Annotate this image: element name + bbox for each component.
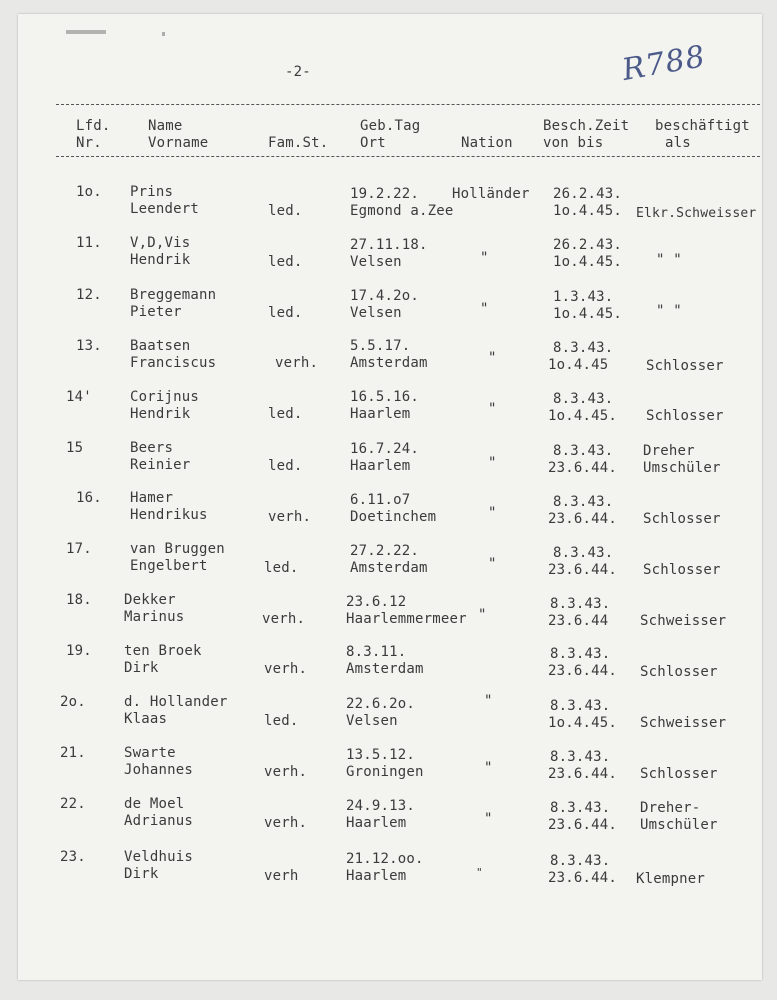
- row-als: Schlosser: [640, 766, 718, 782]
- row-gebort: Haarlem: [350, 406, 411, 422]
- handwritten-note: R788: [619, 38, 709, 89]
- row-als: Umschüler: [643, 460, 721, 476]
- row-gebort: Groningen: [346, 764, 424, 780]
- row-number: 2o.: [60, 694, 86, 710]
- row-number: 16.: [76, 490, 102, 506]
- row-bis: 23.6.44.: [548, 562, 618, 578]
- row-nation: ": [488, 505, 497, 521]
- row-famst: verh: [264, 868, 299, 884]
- row-number: 11.: [76, 235, 102, 251]
- row-nation: ": [484, 693, 493, 709]
- row-gebort: Egmond a.Zee: [350, 203, 454, 219]
- row-gebtag: 13.5.12.: [346, 747, 416, 763]
- row-name: ten Broek: [124, 643, 202, 659]
- header-bottom-rule: [56, 156, 760, 157]
- corner-dot: [162, 32, 165, 36]
- row-famst: verh.: [264, 815, 308, 831]
- row-famst: led.: [268, 305, 303, 321]
- row-als: Umschüler: [640, 817, 718, 833]
- row-nation: ": [488, 455, 497, 471]
- row-gebtag: 16.5.16.: [350, 389, 420, 405]
- row-vorname: Pieter: [130, 304, 182, 320]
- row-bis: 23.6.44.: [548, 870, 618, 886]
- row-gebtag: 27.2.22.: [350, 543, 420, 559]
- corner-mark: [66, 30, 106, 34]
- row-bis: 23.6.44.: [548, 663, 618, 679]
- row-number: 13.: [76, 338, 102, 354]
- row-gebort: Haarlemmermeer: [346, 611, 467, 627]
- col-lfd-label: Lfd.: [76, 118, 111, 134]
- row-famst: led.: [268, 406, 303, 422]
- row-nation: ": [480, 301, 489, 317]
- row-name: Baatsen: [130, 338, 191, 354]
- row-gebtag: 5.5.17.: [350, 338, 411, 354]
- row-vorname: Engelbert: [130, 558, 208, 574]
- row-vorname: Hendrik: [130, 406, 191, 422]
- row-von: 8.3.43.: [553, 443, 614, 459]
- col-vorname-label: Vorname: [148, 135, 209, 151]
- row-name: Prins: [130, 184, 174, 200]
- row-als-line1: Dreher: [643, 443, 695, 459]
- row-als: Schlosser: [646, 358, 724, 374]
- row-vorname: Franciscus: [130, 355, 217, 371]
- row-gebort: Velsen: [350, 254, 402, 270]
- row-nation: ": [476, 866, 483, 879]
- row-nation: ": [488, 556, 497, 572]
- row-bis: 1o.4.45.: [548, 408, 618, 424]
- row-bis: 23.6.44.: [548, 460, 618, 476]
- row-famst: verh.: [275, 355, 319, 371]
- row-bis: 1o.4.45.: [553, 203, 623, 219]
- row-bis: 1o.4.45.: [548, 715, 618, 731]
- row-name: de Moel: [124, 796, 185, 812]
- page-number: -2-: [285, 64, 311, 80]
- row-als: " ": [656, 303, 682, 319]
- row-gebort: Amsterdam: [346, 661, 424, 677]
- row-vorname: Marinus: [124, 609, 185, 625]
- row-vorname: Hendrik: [130, 252, 191, 268]
- row-gebort: Velsen: [346, 713, 398, 729]
- row-number: 22.: [60, 796, 86, 812]
- row-name: Hamer: [130, 490, 174, 506]
- row-als: Schlosser: [643, 562, 721, 578]
- row-number: 21.: [60, 745, 86, 761]
- row-gebtag: 17.4.2o.: [350, 288, 420, 304]
- row-von: 8.3.43.: [550, 698, 611, 714]
- row-als: Klempner: [636, 871, 706, 887]
- row-gebort: Amsterdam: [350, 560, 428, 576]
- row-number: 23.: [60, 849, 86, 865]
- row-gebtag: 24.9.13.: [346, 798, 416, 814]
- row-gebort: Amsterdam: [350, 355, 428, 371]
- row-vorname: Reinier: [130, 457, 191, 473]
- row-bis: 23.6.44.: [548, 766, 618, 782]
- row-von: 26.2.43.: [553, 186, 623, 202]
- row-als: Schweisser: [640, 613, 727, 629]
- row-von: 8.3.43.: [550, 853, 611, 869]
- row-vorname: Dirk: [124, 866, 159, 882]
- row-gebort: Doetinchem: [350, 509, 437, 525]
- row-name: Breggemann: [130, 287, 217, 303]
- row-von: 8.3.43.: [553, 545, 614, 561]
- row-von: 8.3.43.: [553, 340, 614, 356]
- row-name: Corijnus: [130, 389, 200, 405]
- row-name: Swarte: [124, 745, 176, 761]
- row-famst: led.: [268, 458, 303, 474]
- row-gebtag: 8.3.11.: [346, 644, 407, 660]
- col-besch-label: Besch.Zeit: [543, 118, 630, 134]
- col-famst-label: Fam.St.: [268, 135, 329, 151]
- row-nation: ": [480, 250, 489, 266]
- row-nation: Holländer: [452, 186, 530, 202]
- row-von: 8.3.43.: [550, 596, 611, 612]
- row-gebtag: 21.12.oo.: [346, 851, 424, 867]
- row-number: 15: [66, 440, 84, 456]
- row-bis: 1o.4.45: [548, 357, 609, 373]
- col-nation-label: Nation: [461, 135, 513, 151]
- row-vorname: Johannes: [124, 762, 194, 778]
- row-nation: ": [478, 607, 487, 623]
- row-bis: 23.6.44.: [548, 511, 618, 527]
- row-famst: led.: [268, 254, 303, 270]
- row-name: Veldhuis: [124, 849, 194, 865]
- row-als: " ": [656, 252, 682, 268]
- row-vorname: Adrianus: [124, 813, 194, 829]
- row-vorname: Dirk: [124, 660, 159, 676]
- row-gebtag: 6.11.o7: [350, 492, 411, 508]
- row-number: 12.: [76, 287, 102, 303]
- row-nation: ": [484, 811, 493, 827]
- row-number: 19.: [66, 643, 92, 659]
- col-ort-label: Ort: [360, 135, 386, 151]
- row-von: 8.3.43.: [550, 749, 611, 765]
- row-von: 1.3.43.: [553, 289, 614, 305]
- row-name: Beers: [130, 440, 174, 456]
- row-gebort: Haarlem: [350, 458, 411, 474]
- row-famst: verh.: [268, 509, 312, 525]
- row-als-line1: Dreher-: [640, 800, 701, 816]
- row-nation: ": [488, 401, 497, 417]
- row-famst: verh.: [264, 661, 308, 677]
- row-gebort: Haarlem: [346, 815, 407, 831]
- col-als-label: als: [665, 135, 691, 151]
- row-vorname: Hendrikus: [130, 507, 208, 523]
- row-famst: led.: [264, 713, 299, 729]
- col-beschaeftigt-label: beschäftigt: [655, 118, 750, 134]
- row-name: Dekker: [124, 592, 176, 608]
- row-nation: ": [484, 760, 493, 776]
- row-gebtag: 19.2.22.: [350, 186, 420, 202]
- row-von: 8.3.43.: [553, 391, 614, 407]
- row-famst: verh.: [262, 611, 306, 627]
- col-name-label: Name: [148, 118, 183, 134]
- row-bis: 23.6.44: [548, 613, 609, 629]
- row-gebtag: 27.11.18.: [350, 237, 428, 253]
- row-als: Elkr.Schweisser: [636, 206, 757, 221]
- row-name: V,D,Vis: [130, 235, 191, 251]
- row-vorname: Klaas: [124, 711, 168, 727]
- row-number: 17.: [66, 541, 92, 557]
- row-von: 8.3.43.: [553, 494, 614, 510]
- header-top-rule: [56, 104, 760, 105]
- row-als: Schlosser: [640, 664, 718, 680]
- row-von: 26.2.43.: [553, 237, 623, 253]
- row-famst: led.: [268, 203, 303, 219]
- row-bis: 23.6.44.: [548, 817, 618, 833]
- row-name: d. Hollander: [124, 694, 228, 710]
- row-vorname: Leendert: [130, 201, 200, 217]
- row-name: van Bruggen: [130, 541, 225, 557]
- row-als: Schlosser: [643, 511, 721, 527]
- row-number: 1o.: [76, 184, 102, 200]
- col-gebtag-label: Geb.Tag: [360, 118, 421, 134]
- row-von: 8.3.43.: [550, 800, 611, 816]
- row-bis: 1o.4.45.: [553, 254, 623, 270]
- col-vonbis-label: von bis: [543, 135, 604, 151]
- row-bis: 1o.4.45.: [553, 306, 623, 322]
- row-famst: verh.: [264, 764, 308, 780]
- row-gebort: Haarlem: [346, 868, 407, 884]
- row-als: Schweisser: [640, 715, 727, 731]
- row-als: Schlosser: [646, 408, 724, 424]
- row-famst: led.: [264, 560, 299, 576]
- row-gebtag: 16.7.24.: [350, 441, 420, 457]
- row-von: 8.3.43.: [550, 646, 611, 662]
- row-gebtag: 23.6.12: [346, 594, 407, 610]
- row-number: 14': [66, 389, 92, 405]
- row-gebort: Velsen: [350, 305, 402, 321]
- col-nr-label: Nr.: [76, 135, 102, 151]
- row-gebtag: 22.6.2o.: [346, 696, 416, 712]
- row-nation: ": [488, 350, 497, 366]
- row-number: 18.: [66, 592, 92, 608]
